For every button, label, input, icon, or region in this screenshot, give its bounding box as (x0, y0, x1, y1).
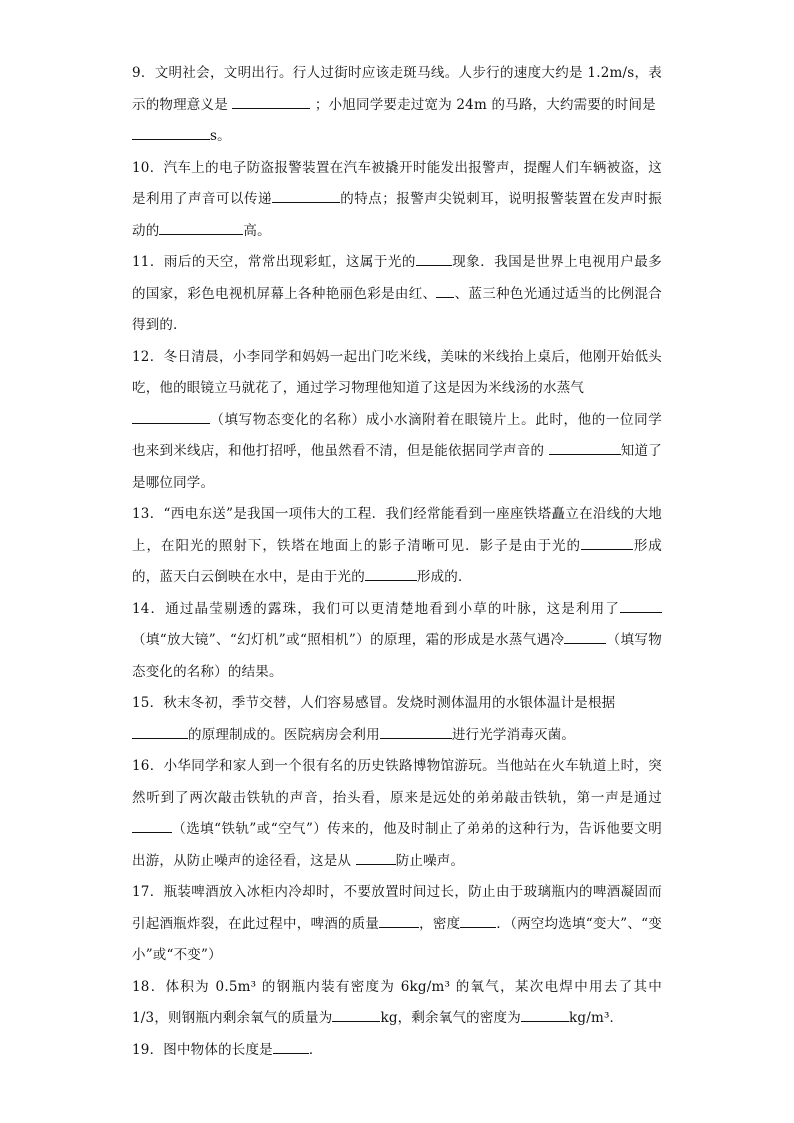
answer-blank[interactable] (272, 188, 340, 203)
question-text: 、蓝三种色光通过适当的比例混合得到的． (132, 285, 663, 333)
answer-blank[interactable] (564, 629, 606, 644)
question-18 (132, 972, 662, 1035)
question-12 (132, 342, 662, 500)
question-text: kg/m³． (568, 1010, 624, 1026)
question-text: 19．图中物体的长度是 (132, 1041, 273, 1058)
answer-blank[interactable] (416, 251, 452, 266)
question-13 (132, 499, 662, 594)
answer-blank[interactable] (380, 723, 452, 738)
question-text: kg，剩余氧气的密度为 (380, 1010, 521, 1026)
question-text: 18．体积为 0.5m³ 的钢瓶内装有密度为 6kg/m³ 的氧气，某次电焊中用去了其中 1/3，则钢瓶内剩余氧气的质量为 (132, 978, 662, 1026)
answer-blank[interactable] (232, 93, 310, 108)
question-text: 的特点；报警声尖锐刺耳，说明报警装置在发声时振动的 (132, 191, 662, 239)
answer-blank[interactable] (332, 1007, 380, 1022)
answer-blank[interactable] (132, 408, 210, 423)
answer-blank[interactable] (132, 723, 188, 738)
question-text: （选填“铁轨”或“空气”）传来的，他及时制止了弟弟的这种行为，告诉他要文明出游，从防止噪声的途径看，这是从 (132, 821, 662, 869)
question-17 (132, 877, 662, 972)
question-text: 知道了是哪位同学。 (132, 443, 662, 491)
question-text: （填写物态变化的名称）成小水滴附着在眼镜片上。此时，他的一位同学也来到米线店，和他打招呼，他虽然看不清，但是能依据同学声音的 (132, 411, 662, 459)
question-text: ；小旭同学要走过宽为 24m 的马路，大约需要的时间是 (310, 96, 656, 113)
question-text: 形成的． (416, 569, 472, 585)
question-text: 9．文明社会，文明出行。行人过街时应该走斑马线。人步行的速度大约是 1.2m/s，表示的物理意义是 (132, 65, 662, 113)
question-text: 现象．我国是世界上电视用户最多的国家，彩色电视机屏幕上各种艳丽色彩是由红、 (132, 254, 662, 302)
answer-blank[interactable] (132, 125, 210, 140)
answer-blank[interactable] (460, 912, 496, 927)
question-text: 高。 (243, 222, 271, 239)
answer-blank[interactable] (581, 534, 633, 549)
question-text: 10．汽车上的电子防盗报警装置在汽车被撬开时能发出报警声，提醒人们车辆被盗，这是利用了声音可以传递 (132, 159, 662, 207)
question-text: s。 (210, 128, 231, 144)
question-text: ．（两空均选填“变大”、“变小”或“不变”） (132, 915, 662, 963)
answer-blank[interactable] (436, 282, 454, 297)
question-text: 11．雨后的天空，常常出现彩虹，这属于光的 (132, 254, 416, 270)
answer-blank[interactable] (379, 912, 419, 927)
answer-blank[interactable] (132, 818, 172, 833)
question-text: （填“放大镜”、“幻灯机”或“照相机”）的原理，霜的形成是水蒸气遇冷 (132, 632, 565, 648)
question-15 (132, 688, 662, 751)
question-text: 17．瓶装啤酒放入冰柜内冷却时，不要放置时间过长，防止由于玻璃瓶内的啤酒凝固而引起酒瓶炸裂，在此过程中，啤酒的质量 (132, 884, 662, 932)
question-text: （填写物态变化的名称）的结果。 (132, 632, 662, 680)
question-text: 12．冬日清晨，小李同学和妈妈一起出门吃米线，美味的米线抬上桌后，他刚开始低头吃，他的眼镜立马就花了，通过学习物理他知道了这是因为米线汤的水蒸气 (132, 348, 662, 396)
question-text: 13．“西电东送”是我国一项伟大的工程．我们经常能看到一座座铁塔矗立在沿线的大地上，在阳光的照射下，铁塔在地面上的影子清晰可见．影子是由于光的 (132, 506, 662, 554)
answer-blank[interactable] (620, 597, 662, 612)
question-text: 进行光学消毒灭菌。 (451, 726, 576, 743)
question-11 (132, 247, 662, 342)
answer-blank[interactable] (521, 1007, 569, 1022)
answer-blank[interactable] (356, 849, 396, 864)
question-text: 形成的，蓝天白云倒映在水中，是由于光的 (132, 537, 663, 585)
question-10 (132, 153, 662, 248)
worksheet-page (132, 58, 662, 1066)
answer-blank[interactable] (365, 566, 417, 581)
question-text: 15．秋末冬初，季节交替，人们容易感冒。发烧时测体温用的水银体温计是根据 (132, 695, 616, 711)
question-text: ． (308, 1041, 323, 1058)
question-19 (132, 1035, 662, 1067)
question-16 (132, 751, 662, 877)
question-text: 防止噪声。 (395, 852, 465, 869)
question-text: 14．通过晶莹剔透的露珠，我们可以更清楚地看到小草的叶脉，这是利用了 (132, 600, 620, 617)
question-14 (132, 594, 662, 689)
question-text: ，密度 (419, 915, 461, 932)
answer-blank[interactable] (549, 440, 621, 455)
question-text: 的原理制成的。医院病房会利用 (188, 726, 380, 743)
answer-blank[interactable] (159, 219, 243, 234)
question-9 (132, 58, 662, 153)
answer-blank[interactable] (273, 1038, 309, 1053)
question-text: 16．小华同学和家人到一个很有名的历史铁路博物馆游玩。当他站在火车轨道上时，突然听到了两次敲击铁轨的声音，抬头看，原来是远处的弟弟敲击铁轨，第一声是通过 (132, 758, 662, 806)
